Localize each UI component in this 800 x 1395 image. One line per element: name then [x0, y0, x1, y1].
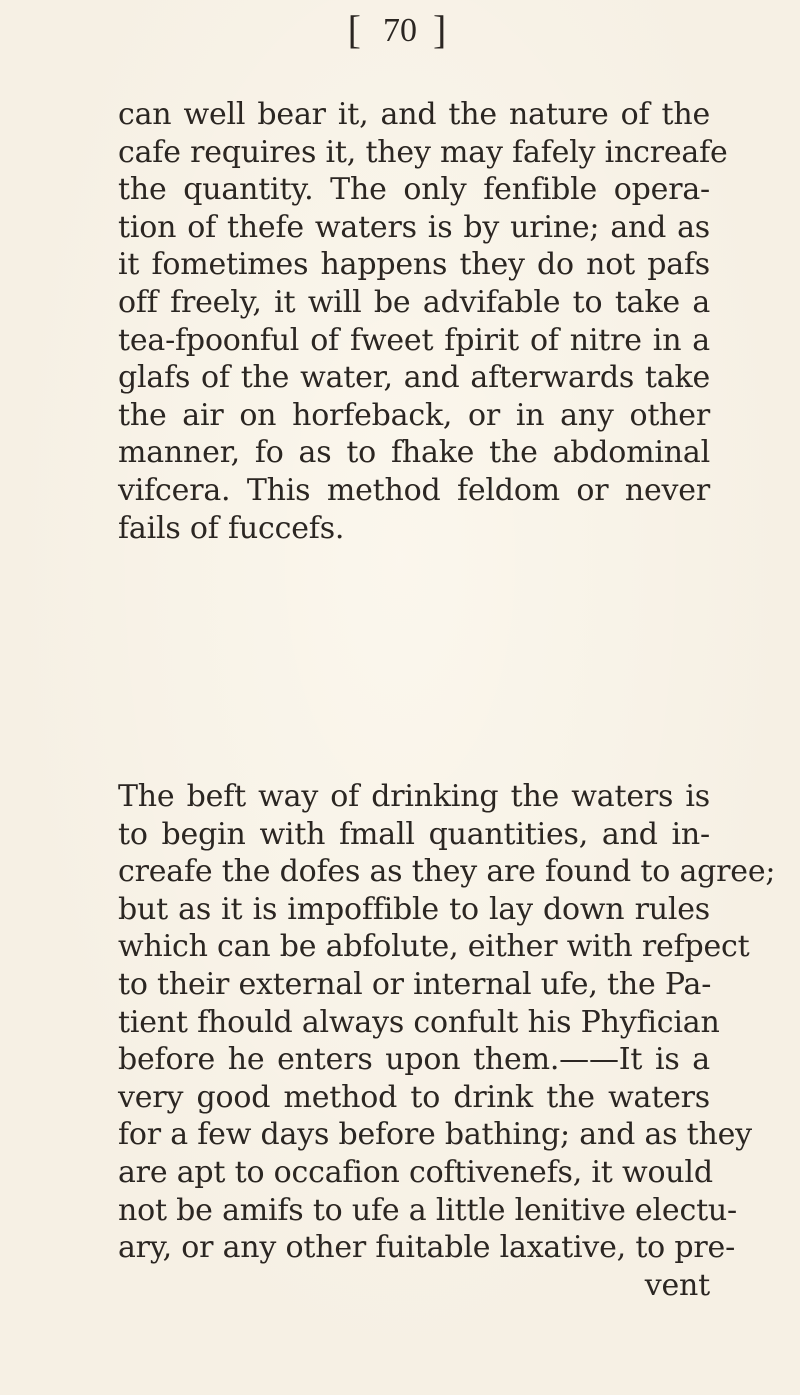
text-line: fails of fuccefs. [118, 510, 345, 546]
text-line: but as it is impoffible to lay down rules [118, 891, 710, 927]
text-line: glafs of the water, and afterwards take [118, 360, 710, 396]
text-line: manner, fo as to fhake the abdominal [118, 435, 710, 471]
text-line: very good method to drink the waters [118, 1079, 710, 1115]
text-line: which can be abfolute, either with refpect [118, 929, 750, 965]
paragraph-2 [118, 778, 776, 1304]
catchword: vent [644, 1267, 710, 1303]
text-line: the quantity. The only fenfible opera- [118, 172, 710, 208]
bracket-close: ] [433, 7, 453, 52]
page-header [0, 7, 800, 52]
text-line: ary, or any other fuitable laxative, to pre- [118, 1230, 736, 1266]
text-line: are apt to occafion coftivenefs, it would [118, 1154, 713, 1190]
text-line: The beft way of drinking the waters is [118, 779, 710, 814]
text-line: not be amifs to ufe a little lenitive electu- [118, 1192, 737, 1228]
text-line: vifcera. This method feldom or never [118, 472, 710, 508]
text-line: tea-fpoonful of fweet fpirit of nitre in a [118, 322, 710, 358]
text-line: the air on horfeback, or in any other [118, 397, 710, 433]
paragraph-1 [118, 96, 728, 547]
text-line: it fometimes happens they do not pafs [118, 247, 710, 283]
text-line: to their external or internal ufe, the Pa- [118, 966, 712, 1002]
text-line: tion of thefe waters is by urine; and as [118, 209, 710, 245]
text-line: to begin with fmall quantities, and in- [118, 816, 710, 852]
bracket-open: [ [347, 7, 367, 52]
text-line: can well bear it, and the nature of the [118, 97, 710, 132]
page-number: 70 [383, 12, 417, 49]
text-line: for a few days before bathing; and as they [118, 1117, 752, 1153]
text-line: off freely, it will be advifable to take a [118, 284, 710, 320]
text-line: tient fhould always confult his Phyfician [118, 1004, 720, 1040]
text-line: before he enters upon them.——It is a [118, 1042, 710, 1078]
text-line: creafe the dofes as they are found to agree; [118, 854, 776, 890]
text-line: cafe requires it, they may fafely increafe [118, 134, 728, 170]
